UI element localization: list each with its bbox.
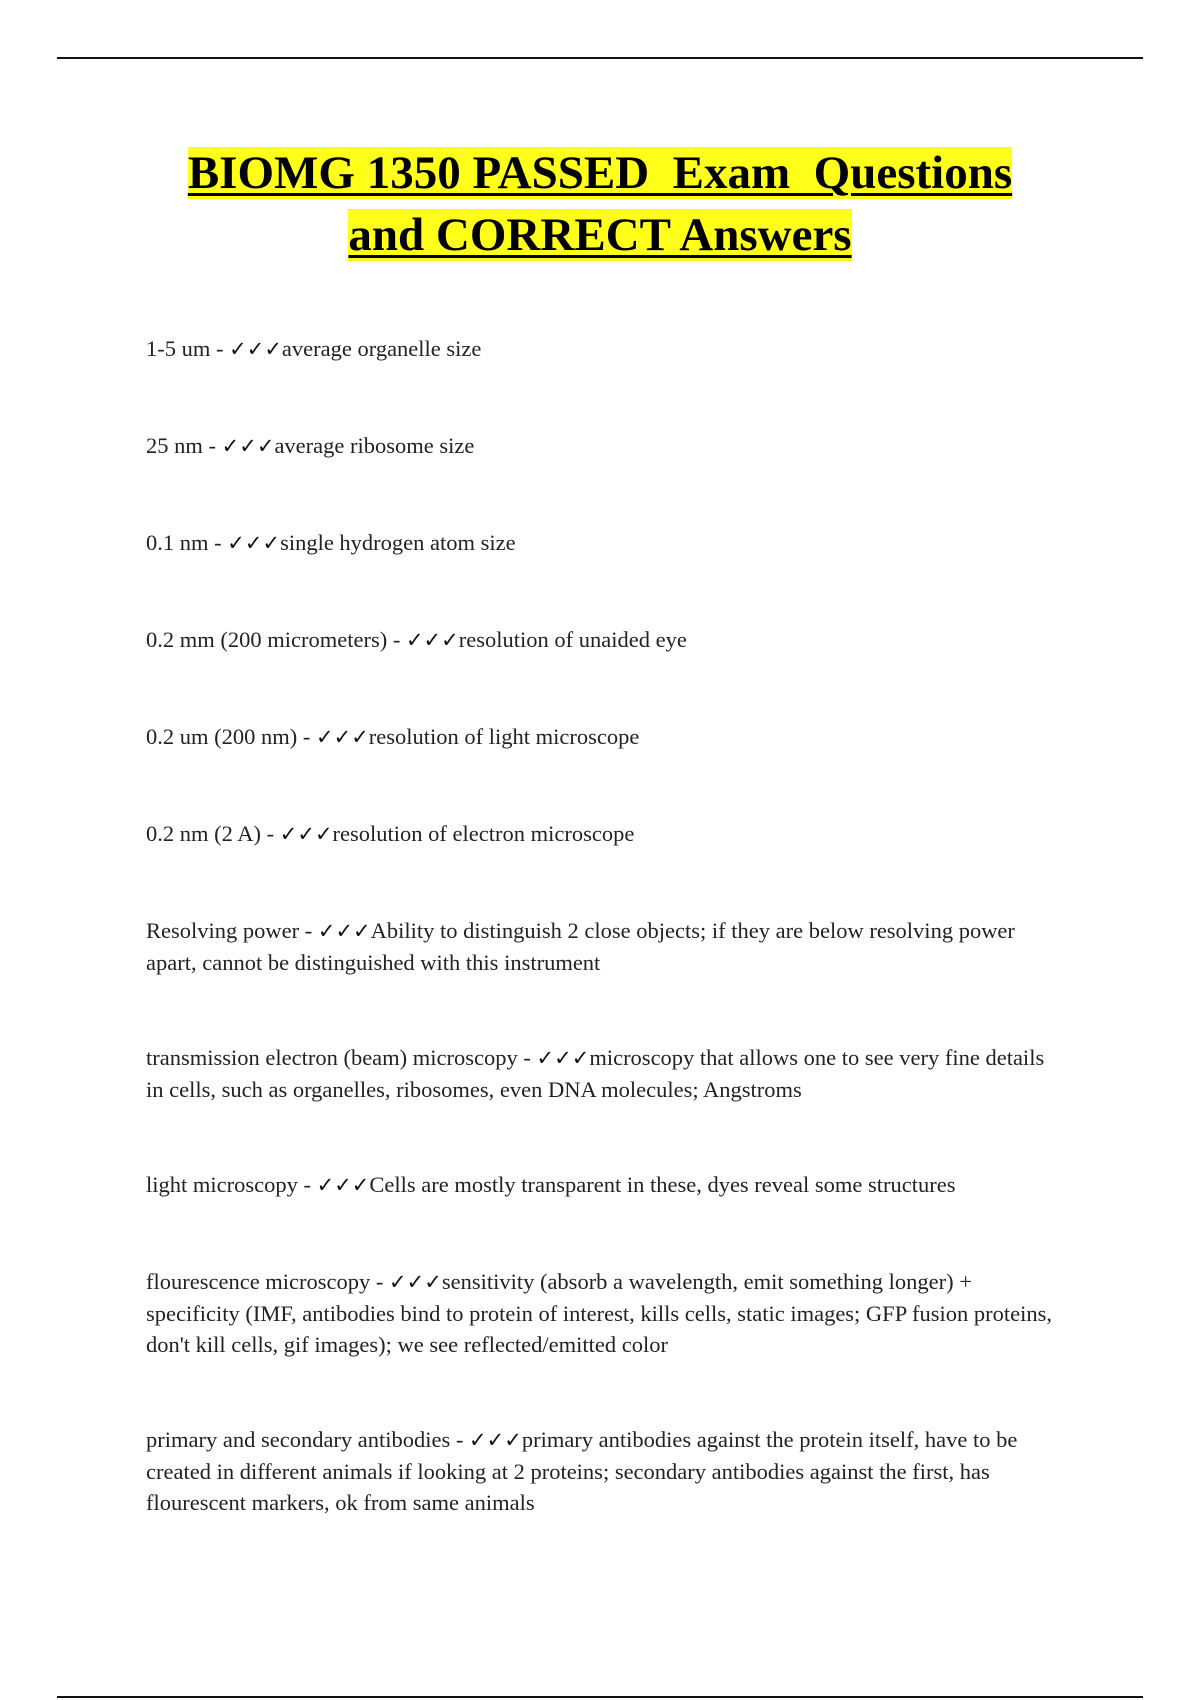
checkmark-icon: ✓✓✓ xyxy=(227,531,281,555)
entry-separator: - xyxy=(208,530,228,555)
qa-entry xyxy=(146,818,1066,850)
checkmark-icon: ✓✓✓ xyxy=(389,1270,442,1294)
entry-term: 25 nm xyxy=(146,433,203,458)
qa-entry xyxy=(146,1169,1066,1201)
entry-term: 1-5 um xyxy=(146,336,211,361)
qa-entry xyxy=(146,915,1066,978)
entry-term: 0.1 nm xyxy=(146,530,209,555)
entry-separator: - xyxy=(517,1045,537,1070)
qa-entry xyxy=(146,1266,1066,1360)
entry-separator: - xyxy=(261,821,280,846)
entry-separator: - xyxy=(450,1427,470,1452)
entry-separator: - xyxy=(297,724,316,749)
top-rule xyxy=(57,57,1143,59)
entry-separator: - xyxy=(297,1172,317,1197)
entry-term: light microscopy xyxy=(146,1172,298,1197)
checkmark-icon: ✓✓✓ xyxy=(229,337,282,361)
qa-entry xyxy=(146,624,1066,656)
entry-separator: - xyxy=(210,336,230,361)
entry-term: 0.2 um (200 nm) xyxy=(146,724,298,749)
title-line-1: BIOMG 1350 PASSED Exam Questions xyxy=(187,147,1013,199)
qa-entry xyxy=(146,527,1066,559)
checkmark-icon: ✓✓✓ xyxy=(316,725,369,749)
entry-definition: Cells are mostly transparent in these, dyes reveal some structures xyxy=(369,1172,956,1197)
entry-definition: single hydrogen atom size xyxy=(280,530,516,555)
entry-definition: average ribosome size xyxy=(274,433,475,458)
checkmark-icon: ✓✓✓ xyxy=(221,434,275,458)
checkmark-icon: ✓✓✓ xyxy=(536,1046,590,1070)
qa-entry xyxy=(146,1424,1066,1518)
checkmark-icon: ✓✓✓ xyxy=(405,628,459,652)
entry-separator: - xyxy=(202,433,222,458)
checkmark-icon: ✓✓✓ xyxy=(316,1173,370,1197)
bottom-rule xyxy=(57,1696,1143,1698)
entry-separator: - xyxy=(370,1269,390,1294)
title-line-2: and CORRECT Answers xyxy=(348,209,852,261)
qa-entry xyxy=(146,1042,1066,1105)
entry-definition: primary antibodies against the protein itself, have to be created in different animals if looking at 2 proteins; secondary antibodies against the first, has flourescent markers, ok from same animals xyxy=(146,1427,1018,1515)
entry-definition: sensitivity (absorb a wavelength, emit something longer) + specificity (IMF, antibodies bind to protein of interest, kills cells, static images; GFP fusion proteins, don't kill cells, gif images); we see reflected/emitted color xyxy=(146,1269,1052,1357)
checkmark-icon: ✓✓✓ xyxy=(279,822,333,846)
entry-definition: average organelle size xyxy=(281,336,482,361)
entry-term: primary and secondary antibodies xyxy=(146,1427,451,1452)
entry-separator: - xyxy=(387,627,406,652)
entry-term: 0.2 mm (200 micrometers) xyxy=(146,627,388,652)
entry-term: flourescence microscopy xyxy=(146,1269,371,1294)
entry-term: 0.2 nm (2 A) xyxy=(146,821,261,846)
entry-term: Resolving power xyxy=(146,918,300,943)
qa-entry xyxy=(146,430,1066,462)
checkmark-icon: ✓✓✓ xyxy=(317,919,371,943)
entry-separator: - xyxy=(299,918,318,943)
entry-definition: resolution of unaided eye xyxy=(458,627,687,652)
entry-definition: Ability to distinguish 2 close objects; if they are below resolving power apart, cannot be distinguished with this instrument xyxy=(146,918,1015,975)
entry-definition: resolution of light microscope xyxy=(368,724,640,749)
qa-entry xyxy=(146,333,1066,365)
entry-definition: resolution of electron microscope xyxy=(332,821,635,846)
entry-term: transmission electron (beam) microscopy xyxy=(146,1045,518,1070)
qa-entry xyxy=(146,721,1066,753)
document-title xyxy=(60,142,1140,266)
entry-definition: microscopy that allows one to see very fine details in cells, such as organelles, ribosomes, even DNA molecules; Angstroms xyxy=(146,1045,1045,1102)
checkmark-icon: ✓✓✓ xyxy=(469,1428,522,1452)
